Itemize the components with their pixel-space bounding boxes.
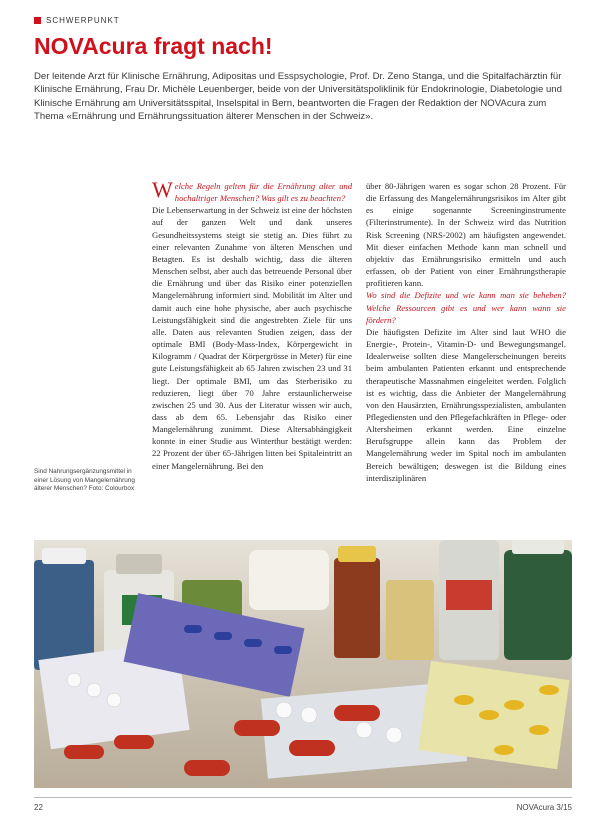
text-column-left bbox=[152, 180, 352, 520]
page-number: 22 bbox=[34, 803, 43, 812]
article-lead: Der leitende Arzt für Klinische Ernährung, Adipositas und Esspsychologie, Prof. Dr. Zeno Stanga, und die Spitalfachärztin für Klinische Ernährung, Frau Dr. Michèle Leuenberger, beide von der Universitätspoliklinik für Endokrinologie, Diabetologie und Klinische Ernährung am Universitätsspital, Inselspital in Bern, beantworten die Fragen der Redaktion der NOVAcura zum Thema «Ernährung und Ernährungssituation älterer Menschen in der Schweiz». bbox=[34, 71, 562, 123]
section-marker-icon bbox=[34, 17, 41, 24]
medication-photo bbox=[34, 540, 572, 788]
text-column-right bbox=[366, 180, 566, 520]
pills-illustration bbox=[34, 540, 572, 788]
photo-caption: Sind Nahrungsergänzungsmittel in einer Lösung von Mangelernährung älterer Menschen? Foto: Colourbox bbox=[34, 468, 135, 493]
answer-2: Die häufigsten Defizite im Alter sind laut WHO die Energie-, Protein-, Vitamin-D- und Bewegungsmangel. Idealerweise sollten diese Mangelerscheinungen bereits beim ambulanten Patienten erkannt und entsprechende therapeutische Massnahmen eingeleitet werden. Folglich ist es wichtig, dass die Anbieter der Mangelernährung von den Hausärzten, Ernährungsspezialisten, ambulanten Pflegediensten und den Pflegefachkräften in Pflege- oder Altersheimen erkannt werden. Eine einzelne Berufsgruppe allein kann das Problem der Mangelernährung weder im Spital noch im ambulanten Bereich bewältigen; deswegen ist die Bildung eines interdisziplinären bbox=[366, 326, 566, 483]
article-title: NOVAcura fragt nach! bbox=[34, 33, 273, 59]
question-2: Wo sind die Defizite und wie kann man sie beheben? Welche Ressourcen gibt es und wer kann wann sie fördern? bbox=[366, 290, 566, 325]
question-1 bbox=[152, 180, 352, 204]
section-tag-label: SCHWERPUNKT bbox=[46, 15, 120, 25]
answer-1-continued: über 80-Jährigen waren es sogar schon 28 Prozent. Für die Erfassung des Mangelernährungsrisikos im Alter gibt es einige sogenannte Screeninginstrumente (Filterinstrumente). In der Schweiz wird das Nutrition Risk Screening (NRS-2002) am häufigsten angewendet. Mit dieser einfachen Methode kann man schnell und objektiv das Ernährungsrisiko ermitteln und auch erfassen, ob der Patient von einer Ernährungstherapie profitieren kann. bbox=[366, 181, 566, 289]
answer-1: Die Lebenserwartung in der Schweiz ist eine der höchsten auf der ganzen Welt und dank unseres Gesundheitssystems steigt sie stetig an. Dies führt zu einer relevanten Zunahme von älteren Menschen und Betagten. Es ist deshalb wichtig, dass die älteren Menschen selbst, aber auch das betreuende Personal über die Ernährung und über das Risiko einer potenziellen Mangelernährung informiert sind. Mobilität im Alter und damit auch eine hohe physische, aber auch psychische Leistungsfähigkeit sind die angestrebten Ziele für uns alle. Daten aus relevanten Studien zeigen, dass der optimale BMI (Body-Mass-Index, Körpergewicht in Kilogramm / Quadrat der Körpergrösse in Meter) für eine gute Leistungsfähigkeit ab 65 Jahren zwischen 23 und 31 liegt. Der optimale BMI, um das Sterberisiko zu reduzieren, liegt über 70 Jahre erstaunlicherweise zwischen 25 und 30. Aus der Literatur wissen wir auch, dass ab dem 65. Lebensjahr das Risiko einer Mangelernährung zunimmt. Diese Altersabhängigkeit konnte in einer Studie aus Winterthur bestätigt werden: 22 Prozent der über 65-Jährigen litten bei Spitaleintritt an einer Mangelernährung. Bei den bbox=[152, 205, 352, 471]
footer-divider bbox=[34, 797, 572, 798]
magazine-issue: NOVAcura 3/15 bbox=[516, 803, 572, 812]
section-tag bbox=[34, 14, 120, 26]
dropcap: W bbox=[152, 180, 173, 202]
question-1-text: elche Regeln gelten für die Ernährung alter und hochaltriger Menschen? Was gilt es zu beachten? bbox=[174, 181, 352, 204]
